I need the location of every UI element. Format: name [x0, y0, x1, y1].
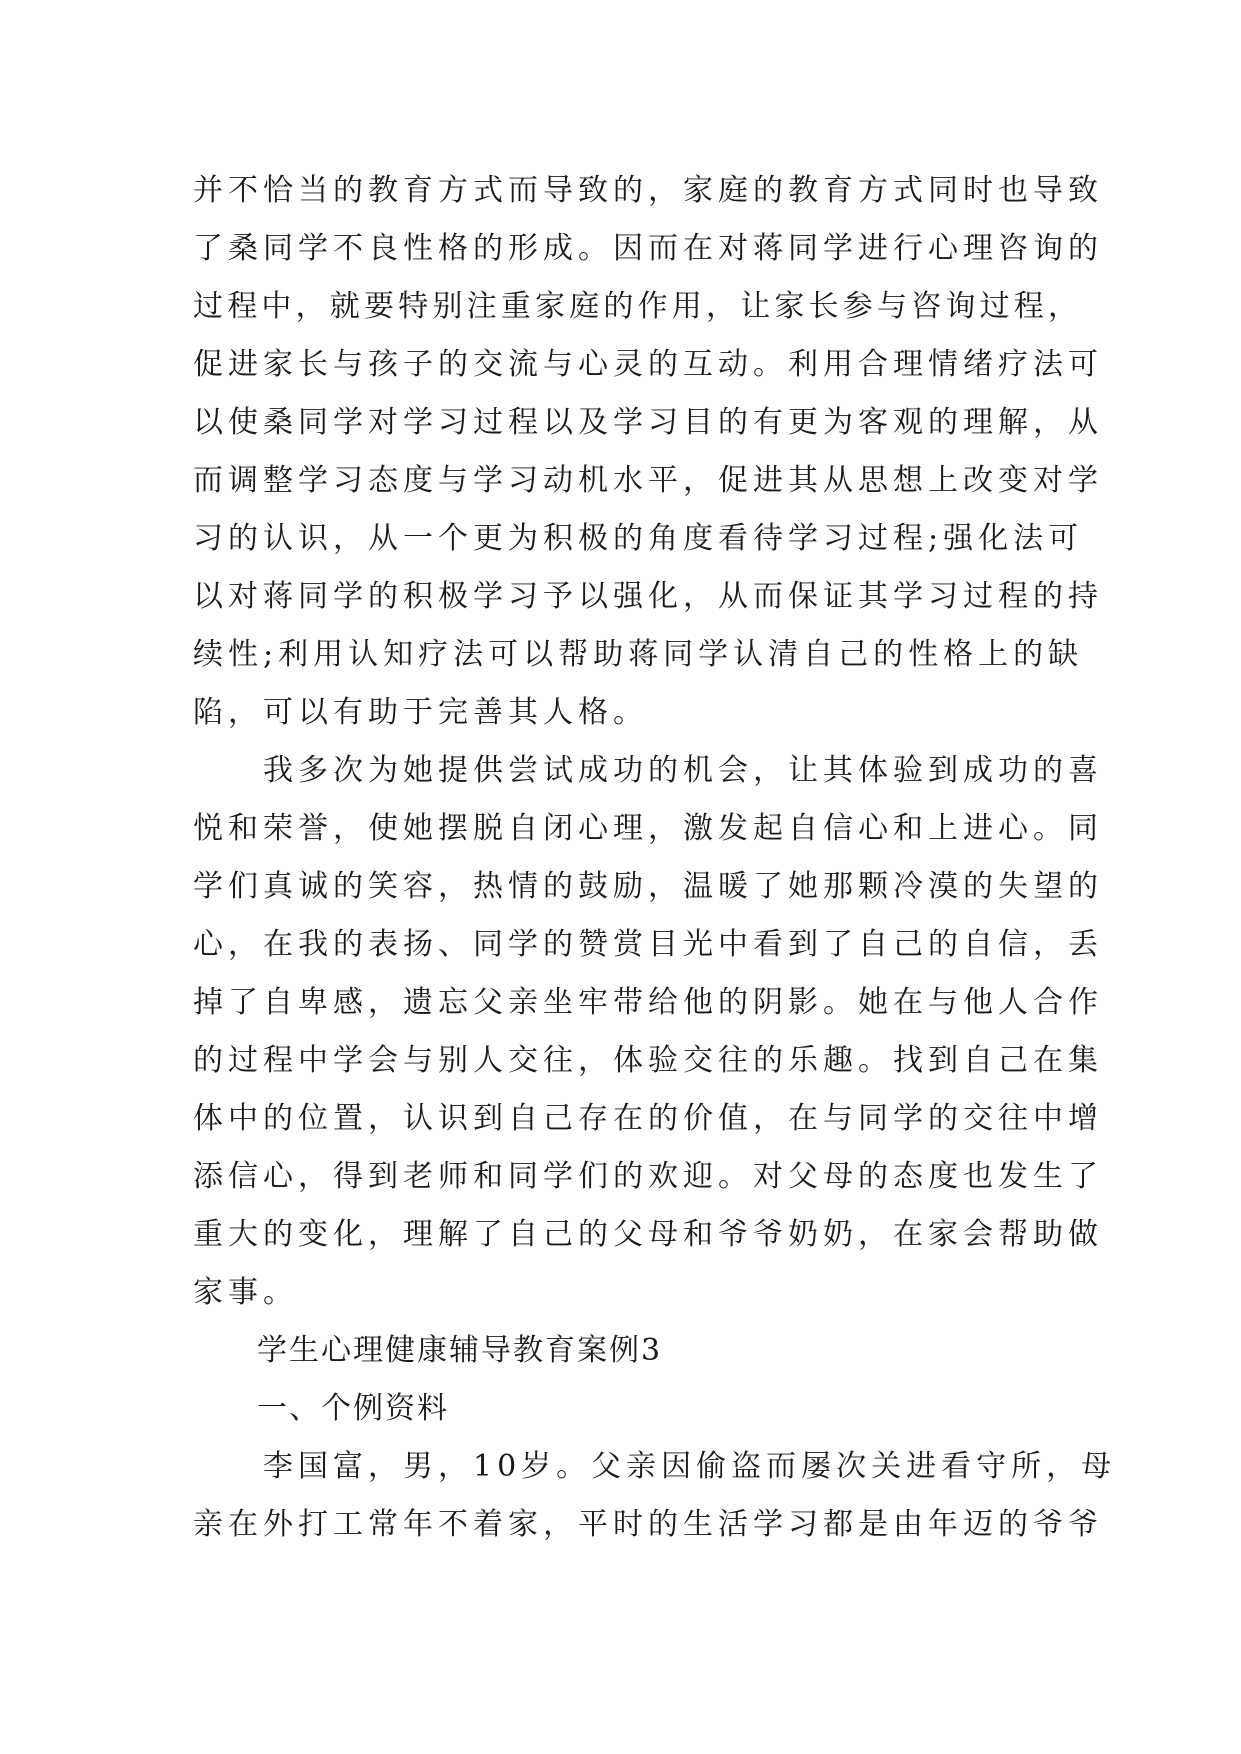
text-line: 重大的变化，理解了自己的父母和爷爷奶奶，在家会帮助做	[193, 1217, 1103, 1252]
text-line: 并不恰当的教育方式而导致的，家庭的教育方式同时也导致	[193, 173, 1103, 208]
text-line: 以对蒋同学的积极学习予以强化，从而保证其学习过程的持	[193, 579, 1103, 614]
text-line: 掉了自卑感，遗忘父亲坐牢带给他的阴影。她在与他人合作	[193, 985, 1103, 1020]
text-line: 添信心，得到老师和同学们的欢迎。对父母的态度也发生了	[193, 1159, 1103, 1194]
text-line: 悦和荣誉，使她摆脱自闭心理，激发起自信心和上进心。同	[193, 811, 1103, 846]
text-line: 促进家长与孩子的交流与心灵的互动。利用合理情绪疗法可	[193, 347, 1103, 382]
text-line: 陷，可以有助于完善其人格。	[193, 695, 648, 730]
text-line: 的过程中学会与别人交往，体验交往的乐趣。找到自己在集	[193, 1043, 1103, 1078]
body-text	[193, 162, 1117, 1554]
text-line: 习的认识，从一个更为积极的角度看待学习过程;强化法可	[193, 521, 1084, 556]
paragraph-start-line: 我多次为她提供尝试成功的机会，让其体验到成功的喜	[193, 753, 1103, 788]
text-line: 续性;利用认知疗法可以帮助蒋同学认清自己的性格上的缺	[193, 637, 1084, 672]
subsection-title: 一、个例资料	[193, 1391, 449, 1426]
text-line: 体中的位置，认识到自己存在的价值，在与同学的交往中增	[193, 1101, 1103, 1136]
text-line: 了桑同学不良性格的形成。因而在对蒋同学进行心理咨询的	[193, 231, 1103, 266]
section-title: 学生心理健康辅导教育案例3	[193, 1333, 663, 1368]
text-line: 心，在我的表扬、同学的赞赏目光中看到了自己的自信，丢	[193, 927, 1103, 962]
text-line: 学们真诚的笑容，热情的鼓励，温暖了她那颗冷漠的失望的	[193, 869, 1103, 904]
text-line: 而调整学习态度与学习动机水平，促进其从思想上改变对学	[193, 463, 1103, 498]
text-line: 亲在外打工常年不着家，平时的生活学习都是由年迈的爷爷	[193, 1507, 1103, 1542]
text-line: 过程中，就要特别注重家庭的作用，让家长参与咨询过程，	[193, 289, 1083, 324]
text-line: 家事。	[193, 1275, 298, 1310]
paragraph-start-line: 李国富，男，10岁。父亲因偷盗而屡次关进看守所，母	[193, 1449, 1117, 1484]
text-line: 以使桑同学对学习过程以及学习目的有更为客观的理解，从	[193, 405, 1103, 440]
